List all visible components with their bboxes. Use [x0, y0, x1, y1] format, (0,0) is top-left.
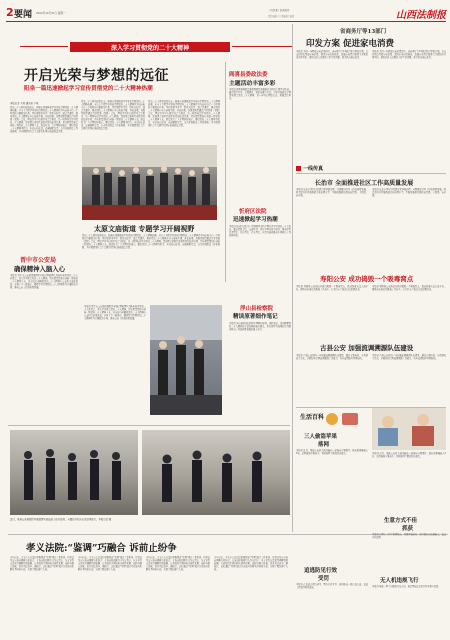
right-b4-body: 本报讯 某地一男子违规放飞无人机，被民警依法查处并给予相应处罚。	[372, 585, 441, 588]
lead-body-col-3: 党的二十大胜利闭幕以来，阳泉市迅速掀起学习宣传贯彻党的二十大精神热潮。全市上下把学习宣传贯彻党的二十大精神作为当前和今后一个时期的首要政治任务，坚持原原本本学、联系实际学、融会贯通学，推动党的二十大精神在全市落地生根、开花结果。各级党组织通过召开党委（党组）会议、理论学习中心组学习会等形式，第一时间传达学习党的二十大精神，深刻领会新时代新征程党的使命任务，切实把思想和行动统一到党的二十大精神上来。政法机关广大干警纷纷表示，要以党的二十大精神为指引，牢记初心使命，忠诚履职尽责，奋力开创政法工作新局面，为全面建设社会主义现代化国家贡献政法力量。	[148, 100, 220, 127]
side-story-1-title: 晋中市公安局	[20, 257, 57, 264]
right-top-title: 印发方案 促进家电消费	[306, 39, 394, 49]
side-photo-figures	[150, 305, 222, 415]
right-s2-body-1: 本报讯 寿阳县公安局近日成功捣毁一个吸毒窝点，抓获涉毒违法人员多名，现场查获毒品及吸毒工具若干，有力打击了毒品违法犯罪活动。	[296, 285, 368, 291]
page-header	[6, 6, 446, 22]
right-section-title: 一线传真	[303, 166, 324, 172]
right-bottom-art	[372, 408, 446, 450]
lead-body-col-1: 党的二十大胜利闭幕以来，阳泉市迅速掀起学习宣传贯彻党的二十大精神热潮。全市上下把学习宣传贯彻党的二十大精神作为当前和今后一个时期的首要政治任务，坚持原原本本学、联系实际学、融会贯通学，推动党的二十大精神在全市落地生根、开花结果。各级党组织通过召开党委（党组）会议、理论学习中心组学习会等形式，第一时间传达学习党的二十大精神，深刻领会新时代新征程党的使命任务，切实把思想和行动统一到党的二十大精神上来。政法机关广大干警纷纷表示，要以党的二十大精神为指引，牢记初心使命，忠诚履职尽责，奋力开创政法工作新局面，为全面建设社会主义现代化国家贡献政法力量。	[10, 106, 78, 133]
right-b2-title: 生意方式不佳	[384, 518, 418, 524]
right-top-kicker: 省商务厅等13部门	[340, 29, 387, 35]
col-story-3-body: 本报讯 浮山县检察院组织干警精读原著、细作笔记，深刻理解党的二十大精神的丰富内涵和核心要义，切实把学习成果转化为推动检察工作高质量发展的强大动力。	[229, 322, 291, 331]
bottom-photo-caption: 近日，某县公安局组织开展民警实战技能大练兵活动，全面提升队伍应急处置能力。本报记者 摄	[10, 518, 112, 521]
site-info: 一线贯通 / 新闻热线	[268, 9, 290, 12]
right-b2-subtitle: 抓获	[402, 526, 414, 532]
bottom-photo-2-figures	[142, 430, 290, 515]
bottom-photo-1	[10, 430, 138, 515]
right-s2-body-2: 本报讯 寿阳县公安局近日成功捣毁一个吸毒窝点，抓获涉毒违法人员多名，现场查获毒品及吸毒工具若干，有力打击了毒品违法犯罪活动。	[372, 285, 446, 291]
bottom-story-col-2: 今年以来，孝义市人民法院积极探索“鉴调”融合工作机制，将司法鉴定与诉前调解有机结合，在诉前阶段即引入鉴定程序，以专业鉴定意见为调解提供依据，有效促进矛盾纠纷实质性化解，减轻当事人诉累，提升司法效率。据统计，该院通过“鉴调”融合方式成功化解各类纠纷多起，实现了案结事了人和。	[78, 556, 142, 571]
col-divider-2	[292, 24, 293, 532]
right-bottom-header: 生活百科	[300, 414, 325, 421]
right-b3-title: 追逃防见行效	[304, 568, 338, 574]
lead-subtitle: 阳泉一篇迅速掀起学习宣传贯彻党的二十大精神热潮	[24, 86, 153, 92]
right-bottom-illustration	[322, 408, 362, 430]
page-number: 2	[6, 6, 14, 19]
lead-title: 开启光荣与梦想的远征	[24, 68, 169, 84]
section-name: 要闻	[14, 10, 33, 20]
main-photo-figures	[82, 145, 217, 220]
right-b4-title: 无人机违规飞行	[380, 578, 419, 584]
right-b3-body: 本报讯 在追逃专项行动中，警方多措并举，成功抓获一批在逃人员，追逃工作取得明显成效。	[296, 583, 368, 589]
col-story-1-subtitle: 主题活动丰富多彩	[229, 81, 276, 87]
side-story-1-body: 本报讯 晋中市公安局迅速组织全局民警辅警认真收听收看党的二十大开幕会，深入学习领会党的二十大精神，切实把思想和行动统一到党的二十大精神上来，以实际行动确保党的二十大精神在公安机关落地见效。全局上下一致表示，要把学习贯彻党的二十大精神作为首要政治任务，推动公安工作高质量发展。	[10, 274, 78, 289]
right-section-marker	[296, 166, 301, 171]
col-story-2-title: 忻府区法院	[239, 209, 267, 215]
right-s1-title: 长治市 全面推进社区工作高质量发展	[315, 180, 414, 187]
right-s2-title: 寿阳公安 成功捣毁一个吸毒窝点	[320, 275, 414, 283]
right-b1-title: 三人偷盗苹果	[304, 434, 338, 440]
col-divider-1	[225, 62, 226, 282]
right-s3-title: 古县公安 加强流调溯源队伍建设	[320, 344, 414, 352]
right-b1-body: 本报讯 近日，某地公安机关成功破获一起盗窃苹果案件，抓获犯罪嫌疑人3名，追回被盗苹果若干，及时挽回了群众经济损失。	[296, 449, 368, 455]
comic-art-icon	[372, 408, 446, 450]
right-b1-body-2: 本报讯 近日，某地公安机关成功破获一起盗窃苹果案件，抓获犯罪嫌疑人3名，追回被盗苹果若干，及时挽回了群众经济损失。	[372, 452, 446, 458]
right-s3-body-1: 本报讯 古县公安局进一步加强流调溯源队伍建设，通过专题培训、实战演练等方式，全面提升民警流调溯源工作能力，筑牢疫情防控坚固防线。	[296, 354, 368, 360]
bottom-story-col-4: 今年以来，孝义市人民法院积极探索“鉴调”融合工作机制，将司法鉴定与诉前调解有机结合，在诉前阶段即引入鉴定程序，以专业鉴定意见为调解提供依据，有效促进矛盾纠纷实质性化解，减轻当事人诉累，提升司法效率。据统计，该院通过“鉴调”融合方式成功化解各类纠纷多起，实现了案结事了人和。	[214, 556, 288, 571]
header-rule	[6, 21, 446, 22]
date-line: 2022年10月31日 星期一	[36, 12, 66, 15]
banner-deco-left	[20, 46, 68, 47]
lifestyle-illustration-icon	[322, 408, 362, 430]
bottom-strip-top-rule	[8, 425, 290, 426]
right-b3-subtitle: 受罚	[318, 576, 330, 582]
col-story-1-body: 本报讯 阎喜县委政法委积极组织开展形式多样的主题学习活动，通过集中学习、专题研讨、知识竞赛等方式，引导全县政法干警深刻领会党的二十大精神，进一步坚定理想信念，增强责任担当。	[229, 88, 291, 100]
right-s3-body-2: 本报讯 古县公安局进一步加强流调溯源队伍建设，通过专题培训、实战演练等方式，全面提升民警流调溯源工作能力，筑牢疫情防控坚固防线。	[372, 354, 446, 360]
photo-story-body: 党的二十大胜利闭幕以来，阳泉市迅速掀起学习宣传贯彻党的二十大精神热潮。全市上下把学习宣传贯彻党的二十大精神作为当前和今后一个时期的首要政治任务，坚持原原本本学、联系实际学、融会贯通学，推动党的二十大精神在全市落地生根、开花结果。各级党组织通过召开党委（党组）会议、理论学习中心组学习会等形式，第一时间传达学习党的二十大精神，深刻领会新时代新征程党的使命任务，切实把思想和行动统一到党的二十大精神上来。政法机关广大干警纷纷表示，要以党的二十大精神为指引，牢记初心使命，忠诚履职尽责，奋力开创政法工作新局面，为全面建设社会主义现代化国家贡献政法力量。	[82, 234, 220, 249]
right-s1-body-1: 本报讯 长治市坚持以党建引领基层治理，全面推进社区工作高质量发展，着力提升社区服务能力和治理水平，不断增强居民群众获得感、幸福感、安全感。	[296, 188, 368, 197]
bottom-photo-2	[142, 430, 290, 515]
editor-line: 责任编辑 / 美术编辑 / 校对	[268, 15, 295, 18]
bottom-photo-1-figures	[10, 430, 138, 515]
right-b2-body: 本报讯 民警在工作中发现线索，迅速开展侦查，成功抓获违法嫌疑人，依法予以处理。	[372, 533, 446, 539]
bottom-story-col-3: 今年以来，孝义市人民法院积极探索“鉴调”融合工作机制，将司法鉴定与诉前调解有机结合，在诉前阶段即引入鉴定程序，以专业鉴定意见为调解提供依据，有效促进矛盾纠纷实质性化解，减轻当事人诉累，提升司法效率。据统计，该院通过“鉴调”融合方式成功化解各类纠纷多起，实现了案结事了人和。	[146, 556, 210, 571]
lead-byline: 本报记者 王某 通讯员 李某	[10, 102, 39, 105]
special-banner-text: 深入学习贯彻党的二十大精神	[110, 45, 189, 52]
right-s1-body-2: 本报讯 长治市坚持以党建引领基层治理，全面推进社区工作高质量发展，着力提升社区服务能力和治理水平，不断增强居民群众获得感、幸福感、安全感。	[372, 188, 446, 197]
col-story-3-subtitle: 精读原著细作笔记	[233, 314, 278, 320]
right-top-body-2: 本报讯 为进一步释放家电消费潜力，省商务厅等13部门联合印发方案，从支持绿色智能家电消费、推进家电以旧换新、加强家电售后服务等方面提出具体举措，更好满足人民群众美好生活需要，助力经济稳定恢复。	[372, 50, 446, 59]
col-story-2-subtitle: 迅速掀起学习热潮	[233, 217, 278, 223]
col-story-1-title: 阎喜县委政法委	[229, 72, 268, 78]
side-photo-text: 本报讯 晋中市公安局迅速组织全局民警辅警认真收听收看党的二十大开幕会，深入学习领会党的二十大精神，切实把思想和行动统一到党的二十大精神上来，以实际行动确保党的二十大精神在公安机关落地见效。全局上下一致表示，要把学习贯彻党的二十大精神作为首要政治任务，推动公安工作高质量发展。	[84, 305, 146, 320]
col-story-2-body: 本报讯 忻府区法院第一时间组织全院干警认真学习党的二十大报告，通过党组会议、支部学习、青年干警座谈等形式，推动学习往深里走、往心里走、往实里走，以学习成效推动审判执行工作提质增效。	[229, 225, 291, 237]
bottom-story-col-1: 今年以来，孝义市人民法院积极探索“鉴调”融合工作机制，将司法鉴定与诉前调解有机结合，在诉前阶段即引入鉴定程序，以专业鉴定意见为调解提供依据，有效促进矛盾纠纷实质性化解，减轻当事人诉累，提升司法效率。据统计，该院通过“鉴调”融合方式成功化解各类纠纷多起，实现了案结事了人和。	[10, 556, 74, 571]
lead-body-col-2: 党的二十大胜利闭幕以来，阳泉市迅速掀起学习宣传贯彻党的二十大精神热潮。全市上下把学习宣传贯彻党的二十大精神作为当前和今后一个时期的首要政治任务，坚持原原本本学、联系实际学、融会贯通学，推动党的二十大精神在全市落地生根、开花结果。各级党组织通过召开党委（党组）会议、理论学习中心组学习会等形式，第一时间传达学习党的二十大精神，深刻领会新时代新征程党的使命任务，切实把思想和行动统一到党的二十大精神上来。政法机关广大干警纷纷表示，要以党的二十大精神为指引，牢记初心使命，忠诚履职尽责，奋力开创政法工作新局面，为全面建设社会主义现代化国家贡献政法力量。	[81, 100, 145, 130]
side-story-1-subtitle: 确保精神入脑入心	[14, 265, 66, 273]
main-photo-caption: 太原文庙街道 专题学习开阔视野	[94, 224, 195, 233]
right-top-body-1: 本报讯 为进一步释放家电消费潜力，省商务厅等13部门联合印发方案，从支持绿色智能家电消费、推进家电以旧换新、加强家电售后服务等方面提出具体举措，更好满足人民群众美好生活需要，助力经济稳定恢复。	[296, 50, 368, 59]
side-photo	[150, 305, 222, 415]
masthead: 山西法制报	[396, 10, 446, 21]
col-story-3-title: 浮山县检察院	[240, 306, 274, 312]
right-b1-subtitle: 落网	[318, 442, 330, 448]
banner-deco-right	[232, 46, 292, 47]
right-section-rule	[296, 173, 446, 174]
main-photo	[82, 145, 217, 220]
bottom-story-title: 孝义法院:“鉴调”巧融合 诉前止纷争	[26, 543, 177, 554]
